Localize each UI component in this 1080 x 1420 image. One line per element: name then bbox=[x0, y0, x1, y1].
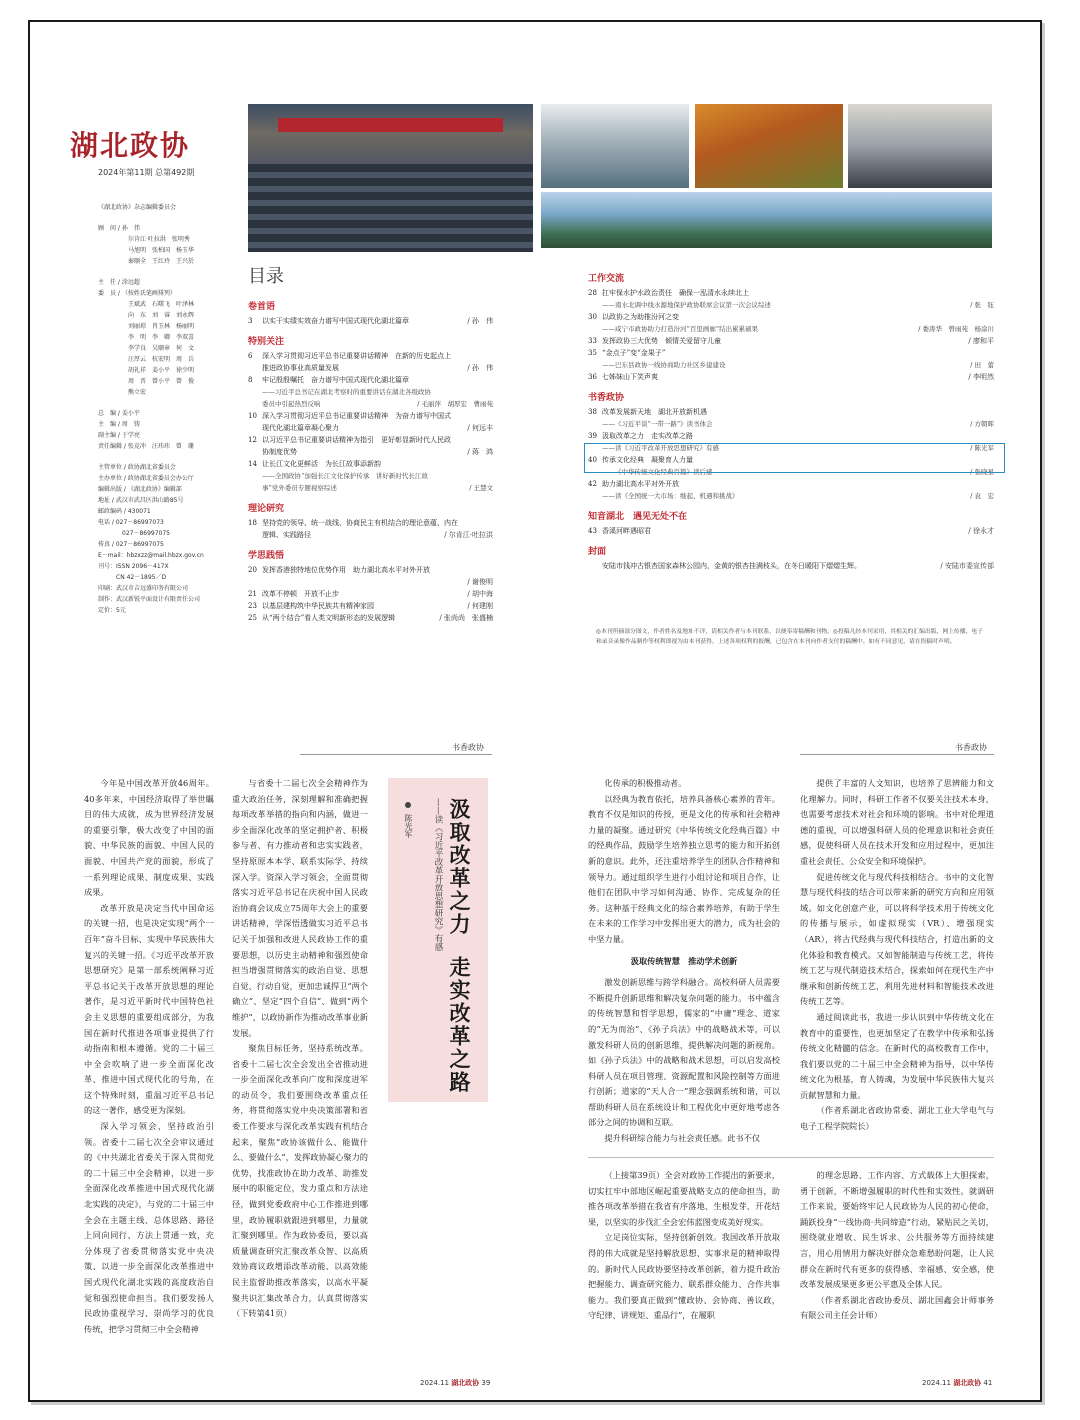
toc-entry-title: 坚持党的领导、统一战线、协商民主有机结合的理论意蕴、内在 bbox=[262, 519, 458, 527]
staff-line: 刊号：ISSN 2096－417X bbox=[98, 563, 169, 570]
toc-entry-author: / 袁 宏 bbox=[970, 492, 994, 500]
paragraph: 促进传统文化与现代科技相结合。书中的文化智慧与现代科技的结合可以带来新的研究方向和应用领域。如文化创意产业，可以将科学技术用于传统文化的传播与展示，如虚拟现实（VR）、增强现实（AR），将古代经典与现代科技结合，打造出新的文化体验和教育模式。又如智能制造与传统工艺，将传统工艺与现代制造技术结合，探索如何在现代生产中继承和创新传统工艺，利用先进材料和智能技术改进传统工艺等。 bbox=[800, 871, 994, 1007]
footer-right-page: 41 bbox=[983, 1379, 993, 1387]
toc-entry[interactable] bbox=[588, 419, 994, 430]
toc-page-number: 43 bbox=[588, 527, 597, 535]
staff-line bbox=[98, 398, 228, 408]
footer-right bbox=[922, 1378, 992, 1388]
paragraph: 提供了丰富的人文知识，也培养了思辨能力和文化理解力。同时，科研工作者不仅要关注技术本身，也需要考虑技术对社会和环境的影响。书中对伦理道德的重视，可以增强科研人员的伦理意识和社会责任感，促使科研人员在技术开发和应用过程中，更加注重社会责任、公众安全和环境保护。 bbox=[800, 778, 994, 866]
toc-entry-title: 以政协之为助推汾河之变 bbox=[602, 313, 679, 321]
p39-column-2 bbox=[232, 776, 368, 1366]
toc-section-heading: 理论研究 bbox=[248, 504, 285, 514]
paragraph: 通过阅读此书，我进一步认识到中华传统文化在教育中的重要性，也更加坚定了在教学中传承和弘扬传统文化精髓的信念。在新时代的高校教育工作中，我们要以党的二十届三中全会精神为指导，以中华传统文化为根基，育人铸魂，为发展中华民族伟大复兴贡献智慧和力量。 bbox=[800, 1011, 994, 1100]
toc-entry-title: 改革发展新天地 湖北开放新机遇 bbox=[602, 408, 707, 416]
highlight-box bbox=[584, 443, 1005, 473]
toc-entry[interactable] bbox=[248, 316, 493, 327]
toc-page-number: 25 bbox=[248, 614, 257, 622]
staff-line: 刘丽琼 肖玉林 杨丽明 bbox=[98, 323, 195, 330]
subsection-heading: 汲取传统智慧 推动学术创新 bbox=[630, 955, 738, 966]
toc-entry-title: 发挥香港独特地位优势作用 助力湖北高水平对外开放 bbox=[262, 566, 430, 574]
paragraph: 的理念思路、工作内容、方式载体上大胆探索，勇于创新，不断增强履职的时代性和实效性。就调研工作来说，要始终牢记人民政协为人民的初心使命，踊跃投身“一线协商·共同缔造”行动，紧贴民之关切，围绕就业增收、民生诉求、公共服务等方面持续建言，用心用情用力解决好群众急难愁盼问题，让人民群众在新时代有更多的获得感、幸福感、安全感，使改革发展成果更多更公平惠及全体人民。 bbox=[800, 1170, 994, 1290]
paragraph: 以经典为教育依托，培养具备核心素养的青年。教育不仅是知识的传授，更是文化的传承和社会精神力量的凝聚。通过研究《中华传统文化经典百篇》中的经典作品，鼓励学生培养独立思考的能力和开拓创新的意识。此外，还注重培养学生的团队合作精神和领导力。通过组织学生进行小组讨论和项目合作，让他们在团队中学习如何沟通、协作、完成复杂的任务。这种基于经典文化的综合素养培养，有助于学生在未来的工作学习中发挥出更大的潜力，成为社会的中坚力量。 bbox=[588, 793, 780, 944]
toc-entry-title: 从“两个结合”看人类文明新形态的发展逻辑 bbox=[262, 614, 396, 622]
staff-line: 邮政编码 / 430071 bbox=[98, 508, 151, 515]
headline-subtitle: ——读《习近平改革开放思想研究》有感 bbox=[433, 798, 443, 951]
toc-entry[interactable] bbox=[248, 423, 493, 434]
toc-entry-author: / 方朝晖 bbox=[970, 420, 994, 428]
staff-line: 向 东 刘 睿 刘永辉 bbox=[98, 312, 195, 319]
toc-page-number: 8 bbox=[248, 376, 253, 384]
toc-entry-author: / 孙 伟 bbox=[467, 364, 493, 372]
toc-entry-title: ——咸宁市政协助力打造汾河“百里画廊”结出累累硕果 bbox=[602, 325, 759, 333]
conference-photo bbox=[541, 104, 689, 188]
toc-section-heading: 卷首语 bbox=[248, 302, 276, 312]
toc-entry-title: ——读《全国统一大市场：继起、机遇和挑战》 bbox=[602, 492, 739, 500]
toc-entry[interactable] bbox=[248, 483, 493, 494]
toc-page-number: 42 bbox=[588, 480, 597, 488]
staff-line: 印刷：武汉市吉远盛印务有限公司 bbox=[98, 585, 189, 592]
toc-entry-title: 以基层建构筑中华民族共有精神家园 bbox=[262, 602, 374, 610]
staff-line: 周 晋 曾小平 曾 俊 bbox=[98, 378, 195, 385]
headline-line-2: 走实改革之路 bbox=[447, 956, 472, 1094]
toc-entry-author: / 蒋 鸿 bbox=[467, 448, 493, 456]
toc-page-number: 33 bbox=[588, 337, 597, 345]
toc-right-column bbox=[588, 264, 994, 573]
toc-entry-title: “金点子”变“金果子” bbox=[602, 349, 666, 357]
paragraph: 今年是中国改革开放46周年。40多年来，中国经济取得了举世瞩目的伟大成就，成为世界经济发展的重要引擎，极大改变了中国的面貌、中华民族的面貌、中国人民的面貌、中国共产党的面貌，形成了一系列理论成果、制度成果、实践成果。 bbox=[84, 778, 214, 898]
staff-line: 电话 / 027－86997073 bbox=[98, 519, 164, 526]
toc-entry-author: / 何远丰 bbox=[467, 424, 493, 432]
staff-line bbox=[98, 267, 228, 277]
river-city-photo bbox=[541, 192, 992, 248]
staff-line bbox=[98, 452, 228, 462]
issue-number: 2024年第11期 总第492期 bbox=[98, 168, 195, 177]
toc-entry-title: 推进政协事业高质量发展 bbox=[262, 364, 339, 372]
toc-entry[interactable] bbox=[248, 411, 493, 422]
staff-line: 主管单位 / 政协湖北省委员会 bbox=[98, 464, 176, 471]
toc-title: 目录 bbox=[248, 266, 284, 287]
toc-entry-author: / 廖和平 bbox=[968, 337, 994, 345]
toc-entry[interactable] bbox=[248, 435, 493, 446]
author-dot bbox=[405, 802, 411, 808]
staff-line: 定价：5元 bbox=[98, 607, 126, 614]
staff-line: 主办单位 / 政协湖北省委员会办公厅 bbox=[98, 475, 194, 482]
toc-entry-title: ——习近平总书记在湖北考察时的重要讲话在湖北各级政协 bbox=[262, 388, 431, 396]
toc-entry-title: ——全国政协“加强长江文化保护传承 讲好新时代长江故 bbox=[262, 472, 428, 480]
toc-entry-title: 牢记殷殷嘱托 奋力谱写中国式现代化湖北篇章 bbox=[262, 376, 409, 384]
copyright-note: ◎本刊所摘部分图文，作者姓名及地址不详，请相关作者与本刊联系，以便奉寄稿酬和刊物。◎投稿凡经本刊采用，其相关的汇编出版、网上传播、电子和录音录像作品制作等权利即视为由本刊获得，上述各项权利的报酬，已包含在本刊向作者支付的稿酬中。如有不同意见，请在投稿时声明。 bbox=[596, 629, 983, 645]
toc-entry[interactable] bbox=[248, 363, 493, 374]
paragraph: 激发创新思维与跨学科融合。高校科研人员需要不断提升创新思维和解决复杂问题的能力。书中蕴含的传统智慧和哲学思想，儒家的“中庸”理念、道家的“无为而治”、《孙子兵法》中的战略战术等，可以激发科研人员的创新思维，提供解决问题的新视角。如《孙子兵法》中的战略和战术思想，可以启发高校科研人员在项目管理、资源配置和风险控制等方面进行创新；道家的“天人合一”理念强调系统和谐，可以帮助科研人员在系统设计和工程优化中更好地考虑各部分之间的协调和互联。 bbox=[588, 977, 780, 1128]
toc-entry-title: 发挥政协三大优势 倾情关爱留守儿童 bbox=[602, 337, 721, 345]
toc-entry[interactable] bbox=[588, 288, 994, 299]
toc-entry-title: 助力湖北高水平对外开放 bbox=[602, 480, 679, 488]
footer-left bbox=[420, 1378, 490, 1388]
staff-line: 主 任 / 涂远超 bbox=[98, 279, 140, 286]
paragraph: （作者系湖北省政协常委、湖北工业大学电气与电子工程学院院长） bbox=[800, 1105, 994, 1132]
staff-line: 汪厚云 杭宏明 周 兵 bbox=[98, 356, 195, 363]
toc-entry[interactable] bbox=[248, 530, 493, 541]
staff-line bbox=[98, 213, 228, 223]
staff-line: 顾 问 / 孙 伟 bbox=[98, 225, 140, 232]
p41-column-1 bbox=[588, 1168, 780, 1368]
article-author: 陈光军 bbox=[404, 814, 413, 838]
toc-entry-title: 以习近平总书记重要讲话精神为指引 更好彰显新时代人民政 bbox=[262, 436, 451, 444]
toc-entry-title: 安陆市钱冲古银杏国家森林公园内，金黄的银杏挂满枝头，在冬日暖阳下熠熠生辉。 bbox=[602, 562, 861, 570]
toc-entry-author: / 孙 伟 bbox=[467, 317, 493, 325]
toc-entry-title: 逻辑、实践路径 bbox=[262, 531, 311, 539]
toc-section-heading: 书香政协 bbox=[588, 393, 625, 403]
toc-entry-title: 汲取改革之力 走实改革之路 bbox=[602, 432, 693, 440]
paragraph: 深入学习领会，坚持政治引领。省委十二届七次全会审议通过的《中共湖北省委关于深入贯彻党的二十届三中全会精神，以进一步全面深化改革推进中国式现代化湖北实践的决定》，与党的二十届三中全会在主题主线、总体思路、路径上同向同行、方法上贯通一致，充分体现了省委贯彻落实党中央决策、以进一步全面深化改革推进中国式现代化湖北实践的高度政治自觉和强烈使命担当。我们要发扬人民政协重视学习、崇尚学习的优良传统，把学习贯彻三中全会精神 bbox=[84, 1121, 214, 1334]
staff-line: 胡礼祥 姜小平 徐少明 bbox=[98, 367, 195, 374]
toc-entry-author: / 张 钰 bbox=[970, 301, 994, 309]
toc-entry-title: 深入学习贯彻习近平总书记重要讲话精神 为奋力谱写中国式 bbox=[262, 412, 451, 420]
toc-entry-title: 事”党外委员专题视察综述 bbox=[262, 484, 337, 492]
staff-line: 王斌武 石曙飞 叶泽林 bbox=[98, 301, 195, 308]
editorial-staff-list bbox=[98, 202, 228, 616]
toc-entry[interactable] bbox=[588, 491, 994, 502]
p39-column-1 bbox=[84, 776, 214, 1366]
toc-section-heading: 知音湖北 遇见无处不在 bbox=[588, 512, 688, 522]
p40-column-2 bbox=[800, 776, 994, 1136]
toc-entry-author: / 张晓星 bbox=[970, 468, 994, 476]
staff-line: 熊立宏 bbox=[98, 389, 147, 396]
delegation-photo bbox=[848, 104, 992, 188]
paragraph: （作者系湖北省政协委员、湖北国鑫会计师事务有限公司主任会计师） bbox=[800, 1294, 994, 1321]
toc-page-number: 28 bbox=[588, 289, 597, 297]
toc-entry[interactable] bbox=[248, 387, 493, 398]
staff-line: 制作：武汉新锐平面设计有限责任公司 bbox=[98, 596, 201, 603]
toc-entry-author: / 徐永才 bbox=[968, 527, 994, 535]
toc-entry[interactable] bbox=[588, 431, 994, 442]
toc-entry-title: 七姊妹山下笑声爽 bbox=[602, 373, 658, 381]
p40-column-1 bbox=[588, 776, 780, 1144]
section-tag-right: 书香政协 bbox=[955, 743, 987, 752]
toc-entry[interactable] bbox=[248, 577, 493, 588]
autumn-village-photo bbox=[695, 104, 843, 188]
toc-entry-title: 协制度优势 bbox=[262, 448, 297, 456]
staff-line: 总 编 / 姜小平 bbox=[98, 410, 140, 417]
staff-line: E－mail：hbzxzz@mail.hbzx.gov.cn bbox=[98, 552, 204, 559]
toc-page-number: 21 bbox=[248, 590, 257, 598]
toc-entry-title: ——南水北调中线水源地保护政协联席会议第一次会议综述 bbox=[602, 301, 771, 309]
toc-entry[interactable] bbox=[588, 348, 994, 359]
staff-line: 责任编辑 / 张竞冲 汪玮玮 曾 珊 bbox=[98, 443, 194, 450]
staff-line: CN 42－1895／D bbox=[98, 574, 167, 581]
staff-line: 《湖北政协》杂志编辑委员会 bbox=[98, 204, 177, 211]
staff-line: 马旭明 张柏国 杨玉华 bbox=[98, 247, 195, 254]
staff-line: 副主编 / 于学亮 bbox=[98, 432, 140, 439]
toc-entry-author: / 张尚尚 张盛楠 bbox=[439, 614, 493, 622]
toc-entry-title: 香溪河畔遇昭君 bbox=[602, 527, 651, 535]
toc-section-heading: 学思践悟 bbox=[248, 551, 285, 561]
toc-page-number: 35 bbox=[588, 349, 597, 357]
staff-line: 李学良 吴顺章 何 文 bbox=[98, 345, 195, 352]
p41-column-2 bbox=[800, 1168, 994, 1368]
tag-rule-left bbox=[300, 754, 492, 755]
toc-entry-author: / 胡中海 bbox=[467, 590, 493, 598]
toc-entry[interactable] bbox=[248, 375, 493, 386]
toc-entry[interactable] bbox=[248, 518, 493, 529]
footer-left-date: 2024.11 bbox=[420, 1379, 449, 1387]
toc-entry[interactable] bbox=[588, 300, 994, 311]
toc-entry-title: 现代化湖北篇章凝心聚力 bbox=[262, 424, 339, 432]
footer-left-mag: 湖北政协 bbox=[451, 1379, 480, 1387]
toc-entry-author: / 毛丽萍 胡厚宏 曹雨苑 bbox=[417, 400, 493, 408]
toc-entry[interactable] bbox=[588, 407, 994, 418]
staff-line: 主 编 / 周 铸 bbox=[98, 421, 140, 428]
toc-page-number: 14 bbox=[248, 460, 257, 468]
toc-entry-author: / 谢俊明 bbox=[467, 578, 493, 586]
toc-page-number: 30 bbox=[588, 313, 597, 321]
toc-left-column bbox=[248, 292, 493, 625]
paragraph: 改革开放是决定当代中国命运的关键一招，也是决定实现“两个一百年”奋斗目标、实现中华民族伟大复兴的关键一招。《习近平改革开放思想研究》是第一部系统阐释习近平总书记关于改革开放思想的理论著作，是习近平新时代中国特色社会主义思想的重要组成部分，为我国在新时代推进各项事业提供了行动指南和根本遵循。党的二十届三中全会吹响了进一步全面深化改革、推进中国式现代化的号角，在这个特殊时刻，重温习近平总书记的这一著作，感受更为深刻。 bbox=[84, 902, 214, 1116]
footer-left-page: 39 bbox=[481, 1379, 491, 1387]
footer-right-mag: 湖北政协 bbox=[953, 1379, 982, 1387]
toc-entry-title: ——《中华传统文化经典百篇》读后感 bbox=[602, 468, 713, 476]
toc-page-number: 40 bbox=[588, 456, 597, 464]
toc-entry[interactable] bbox=[248, 613, 493, 624]
meeting-photo bbox=[248, 104, 533, 252]
toc-entry[interactable] bbox=[588, 336, 994, 347]
paragraph: 提升科研综合能力与社会责任感。此书不仅 bbox=[604, 1133, 760, 1144]
magazine-logo: 湖北政协 bbox=[70, 129, 191, 162]
toc-entry[interactable] bbox=[248, 601, 493, 612]
staff-line: 尔肯江·吐拉洪 张明秀 bbox=[98, 236, 190, 243]
staff-line: 委 员 / （按姓氏笔画排列） bbox=[98, 290, 176, 297]
toc-entry[interactable] bbox=[248, 351, 493, 362]
toc-entry-title: ——《习近平谈“一带一路”》读书体会 bbox=[602, 420, 713, 428]
toc-entry[interactable] bbox=[248, 447, 493, 458]
paragraph: （上接第39页）全会对政协工作提出的新要求，切实扛牢中部地区崛起重要战略支点的使命担当，助推各项改革举措在我省有序落地、生根发芽、开花结果，以坚实的步伐汇全会宏伟蓝图变成美好现实。 bbox=[588, 1170, 780, 1227]
toc-entry[interactable] bbox=[588, 360, 994, 371]
toc-entry-author: / 安陆市委宣传部 bbox=[940, 562, 994, 570]
staff-line: 传真 / 027－86997075 bbox=[98, 541, 164, 548]
toc-section-heading: 工作交流 bbox=[588, 274, 625, 284]
toc-entry[interactable] bbox=[588, 479, 994, 490]
toc-section-heading: 特别关注 bbox=[248, 337, 285, 347]
toc-entry-author: / 王慧文 bbox=[469, 484, 493, 492]
toc-entry-title: 改革不停顿 开放不止步 bbox=[262, 590, 339, 598]
toc-entry[interactable] bbox=[248, 399, 493, 410]
toc-entry[interactable] bbox=[588, 372, 994, 383]
article-headline bbox=[388, 778, 488, 1102]
staff-line: 编辑出版 / 《湖北政协》编辑部 bbox=[98, 486, 182, 493]
toc-entry[interactable] bbox=[248, 565, 493, 576]
toc-entry[interactable] bbox=[588, 526, 994, 537]
toc-page-number: 20 bbox=[248, 566, 257, 574]
toc-entry-title: ——读《习近平改革开放思想研究》有感 bbox=[602, 444, 719, 452]
toc-page-number: 39 bbox=[588, 432, 597, 440]
headline-line-1: 汲取改革之力 bbox=[447, 798, 472, 936]
toc-entry[interactable] bbox=[588, 561, 994, 572]
footer-right-date: 2024.11 bbox=[922, 1379, 951, 1387]
toc-entry-author: / 李明然 bbox=[968, 373, 994, 381]
paragraph: 与省委十二届七次全会精神作为重大政治任务，深刻理解和准确把握每项改革举措的指向和内涵，做进一步全面深化改革的坚定拥护者、积极参与者、有力推动者和忠实实践者，坚持原原本本学、联系实际学、持续深入学。资深入学习领会，全面贯彻落实习近平总书记在庆祝中国人民政治协商会议成立75周年大会上的重要讲话精神，学深悟透做实习近平总书记关于加强和改进人民政协工作的重要思想，以历史主动精神和强烈使命担当增强贯彻落实的政治自觉、思想自觉、行动自觉，更加忠诚捍卫“两个确立”、坚定“四个自信”、做到“两个维护”，以政协新作为推动改革事业新发展。 bbox=[232, 778, 368, 1038]
toc-entry-title: 以实干实绩实效奋力谱写中国式现代化湖北篇章 bbox=[262, 317, 409, 325]
toc-entry-title: 委员中引起热烈反响 bbox=[262, 400, 321, 408]
paragraph: 化传承的积极推动者。 bbox=[604, 778, 687, 788]
toc-page-number: 12 bbox=[248, 436, 257, 444]
toc-page-number: 38 bbox=[588, 408, 597, 416]
toc-entry[interactable] bbox=[248, 589, 493, 600]
staff-line: 地址 / 武汉市武昌区洪山路85号 bbox=[98, 497, 184, 504]
toc-page-number: 36 bbox=[588, 373, 597, 381]
toc-entry[interactable] bbox=[248, 471, 493, 482]
toc-entry-author: / 娄涛华 曾雨苑 杨涂川 bbox=[918, 325, 994, 333]
toc-page-number: 6 bbox=[248, 352, 253, 360]
toc-entry[interactable] bbox=[588, 312, 994, 323]
section-tag-left: 书香政协 bbox=[452, 743, 484, 752]
toc-page-number: 23 bbox=[248, 602, 257, 610]
toc-entry-author: / 田 蕾 bbox=[970, 361, 994, 369]
tag-rule-right bbox=[800, 754, 994, 755]
staff-line: 李 明 李 卿 李双喜 bbox=[98, 334, 195, 341]
toc-section-heading: 封面 bbox=[588, 547, 607, 557]
toc-entry-title: 让长江文化更鲜活 为长江故事添新韵 bbox=[262, 460, 381, 468]
toc-entry[interactable] bbox=[588, 324, 994, 335]
continuation-rule bbox=[588, 1157, 994, 1158]
toc-entry-author: / 何建刚 bbox=[467, 602, 493, 610]
toc-entry-title: 深入学习贯彻习近平总书记重要讲话精神 在新的历史起点上 bbox=[262, 352, 451, 360]
toc-page-number: 18 bbox=[248, 519, 257, 527]
toc-entry-title: 传承文化经典 凝聚育人力量 bbox=[602, 456, 693, 464]
toc-entry-title: ——巴东县政协一线协商助力社区乡建建设 bbox=[602, 361, 726, 369]
toc-entry-author: / 尔肯江·吐拉洪 bbox=[444, 531, 493, 539]
toc-entry-author: / 陈光军 bbox=[970, 444, 994, 452]
toc-entry-title: 扛牢保水护水政治责任 确保一泓清水永续北上 bbox=[602, 289, 749, 297]
toc-page-number: 10 bbox=[248, 412, 257, 420]
staff-line: 027－86997075 bbox=[98, 530, 170, 537]
toc-entry[interactable] bbox=[248, 459, 493, 470]
toc-page-number: 3 bbox=[248, 317, 253, 325]
paragraph: 立足岗位实际，坚持创新创效。我国改革开放取得的伟大成就是坚持解放思想、实事求是的精神取得的。新时代人民政协要坚持改革创新，着力提升政治把握能力、调查研究能力、联系群众能力、合作共事能力。我们要真正做到“懂政协、会协商、善议政，守纪律、讲规矩、重品行”，在履职 bbox=[588, 1232, 780, 1321]
staff-line: 秦顺全 王红玲 王兴於 bbox=[98, 258, 195, 265]
paragraph: 聚焦目标任务，坚持系统改革。省委十二届七次全会发出全省推动进一步全面深化改革向广度和深度进军的动员令，我们要围绕改革重点任务，将贯彻落实党中央决策部署和省委工作要求与深化改革实践有机结合起来，聚焦“政协该做什么、能做什么、要做什么”，发挥政协凝心聚力的优势，找准政协在助力改革、助推发展中的职能定位，发力重点和方法途径，做到党委政府中心工作推进到哪里，政协履职就跟进到哪里，力量就汇聚到哪里。作为政协委员，要以高质量调查研究汇聚改革众智、以高质效协商议政增添改革动能、以高效能民主监督助推改革落实，以高水平凝聚共识汇集改革合力，认真贯彻落实（下转第41页） bbox=[232, 1043, 368, 1319]
